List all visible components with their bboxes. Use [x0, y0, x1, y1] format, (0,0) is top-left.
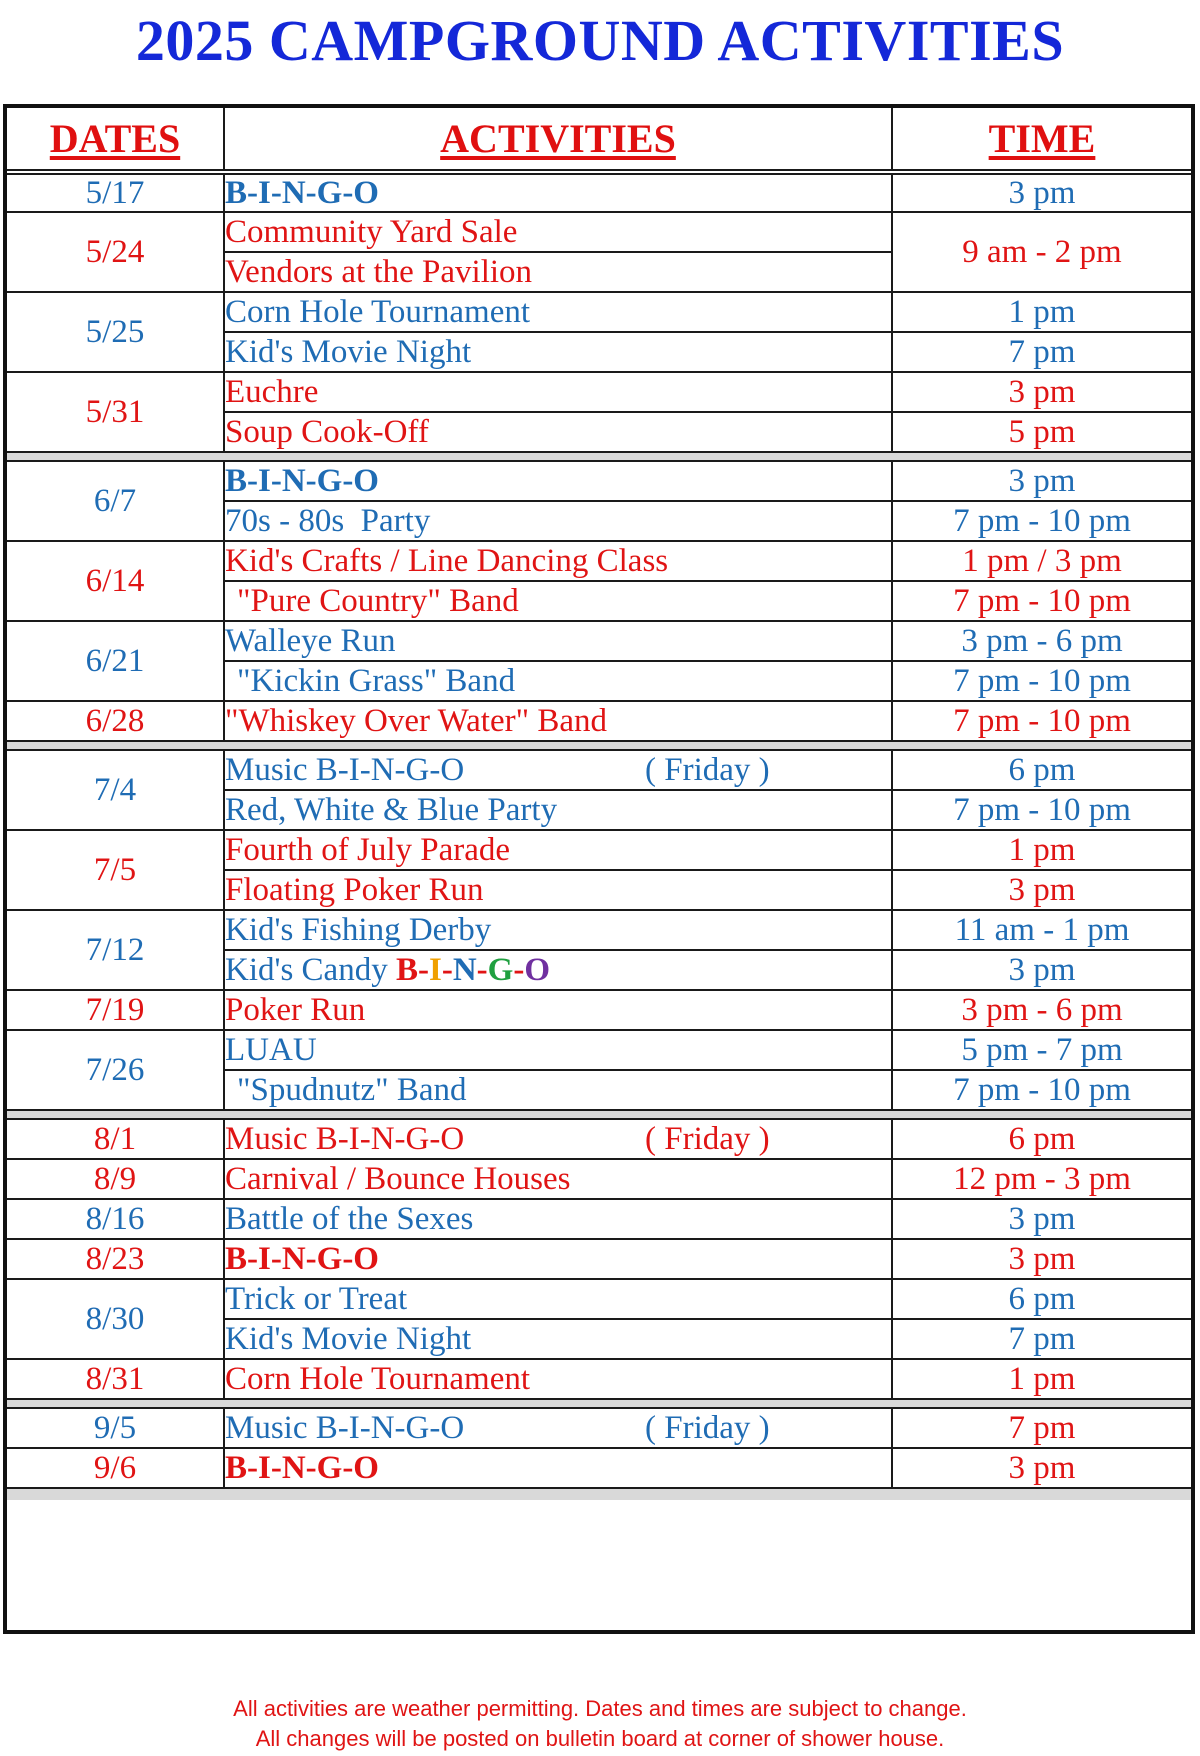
time-cell: 7 pm - 10 pm — [892, 1070, 1191, 1110]
bingo-letter: B — [395, 952, 418, 988]
time-cell: 3 pm — [892, 172, 1191, 212]
table-row — [7, 372, 1191, 412]
day-note: ( Friday ) — [645, 1410, 770, 1446]
time-cell: 3 pm — [892, 461, 1191, 501]
table-row — [7, 701, 1191, 741]
date-cell: 8/23 — [7, 1239, 224, 1279]
time-cell: 11 am - 1 pm — [892, 910, 1191, 950]
activity-cell: Poker Run — [224, 990, 892, 1030]
time-cell: 1 pm — [892, 1359, 1191, 1399]
bingo-letter: N — [452, 952, 477, 988]
table-row — [7, 910, 1191, 950]
time-cell: 1 pm — [892, 292, 1191, 332]
table-row — [7, 621, 1191, 661]
table-row — [7, 461, 1191, 501]
table-row — [7, 1119, 1191, 1159]
date-cell: 9/6 — [7, 1448, 224, 1488]
activity-cell: "Pure Country" Band — [224, 581, 892, 621]
activity-label: Music B-I-N-G-O — [225, 1410, 465, 1446]
activity-cell: B-I-N-G-O — [224, 172, 892, 212]
activity-cell: "Whiskey Over Water" Band — [224, 701, 892, 741]
month-divider — [7, 741, 1191, 750]
table-row — [7, 1408, 1191, 1448]
time-cell: 3 pm - 6 pm — [892, 990, 1191, 1030]
table-row — [7, 292, 1191, 332]
month-divider — [7, 1110, 1191, 1119]
time-cell: 3 pm — [892, 870, 1191, 910]
activity-cell: 70s - 80s Party — [224, 501, 892, 541]
activity-cell — [224, 750, 892, 790]
time-cell: 6 pm — [892, 1119, 1191, 1159]
date-cell: 7/12 — [7, 910, 224, 990]
time-cell: 1 pm / 3 pm — [892, 541, 1191, 581]
activity-cell: Kid's Movie Night — [224, 332, 892, 372]
table-row — [7, 750, 1191, 790]
date-cell: 6/7 — [7, 461, 224, 541]
activity-cell: Red, White & Blue Party — [224, 790, 892, 830]
footer-note-line2: All changes will be posted on bulletin board at corner of shower house. — [255, 1726, 945, 1751]
activity-cell: Soup Cook-Off — [224, 412, 892, 452]
activity-cell: Walleye Run — [224, 621, 892, 661]
time-cell: 3 pm — [892, 372, 1191, 412]
table-row — [7, 1030, 1191, 1070]
time-cell: 7 pm - 10 pm — [892, 701, 1191, 741]
date-cell: 6/21 — [7, 621, 224, 701]
activity-cell: Vendors at the Pavilion — [224, 252, 892, 292]
time-cell: 12 pm - 3 pm — [892, 1159, 1191, 1199]
activity-cell: Battle of the Sexes — [224, 1199, 892, 1239]
activity-cell: "Spudnutz" Band — [224, 1070, 892, 1110]
time-cell: 3 pm — [892, 950, 1191, 990]
dates-header: DATES — [7, 108, 224, 172]
activity-cell: Euchre — [224, 372, 892, 412]
time-header: TIME — [892, 108, 1191, 172]
activity-cell — [224, 1408, 892, 1448]
table-row — [7, 541, 1191, 581]
activity-cell: Kid's Movie Night — [224, 1319, 892, 1359]
date-cell: 7/19 — [7, 990, 224, 1030]
time-cell: 6 pm — [892, 750, 1191, 790]
date-cell: 5/24 — [7, 212, 224, 292]
activity-cell: Carnival / Bounce Houses — [224, 1159, 892, 1199]
activity-cell: LUAU — [224, 1030, 892, 1070]
schedule-table — [7, 108, 1191, 1500]
date-cell: 8/30 — [7, 1279, 224, 1359]
bingo-dash: - — [441, 952, 453, 988]
date-cell: 9/5 — [7, 1408, 224, 1448]
header-row — [7, 108, 1191, 172]
footer-note-line1: All activities are weather permitting. Dates and times are subject to change. — [233, 1696, 967, 1721]
activity-label: Music B-I-N-G-O — [225, 1121, 465, 1157]
time-cell: 7 pm - 10 pm — [892, 661, 1191, 701]
activity-cell: Kid's Fishing Derby — [224, 910, 892, 950]
activity-cell: Trick or Treat — [224, 1279, 892, 1319]
time-cell: 7 pm - 10 pm — [892, 790, 1191, 830]
bingo-dash: - — [417, 952, 429, 988]
table-row — [7, 1448, 1191, 1488]
time-cell: 5 pm — [892, 412, 1191, 452]
month-divider — [7, 1399, 1191, 1408]
activity-cell — [224, 950, 892, 990]
table-row — [7, 1279, 1191, 1319]
bingo-dash: - — [476, 952, 488, 988]
table-row — [7, 1359, 1191, 1399]
table-row — [7, 830, 1191, 870]
time-cell: 3 pm — [892, 1239, 1191, 1279]
page-title: 2025 CAMPGROUND ACTIVITIES — [135, 8, 1065, 73]
time-cell: 7 pm - 10 pm — [892, 581, 1191, 621]
table-row — [7, 1199, 1191, 1239]
time-cell: 1 pm — [892, 830, 1191, 870]
activity-cell: Corn Hole Tournament — [224, 292, 892, 332]
table-end-divider — [7, 1488, 1191, 1500]
time-cell: 3 pm - 6 pm — [892, 621, 1191, 661]
date-cell: 8/16 — [7, 1199, 224, 1239]
date-cell: 8/9 — [7, 1159, 224, 1199]
time-cell: 6 pm — [892, 1279, 1191, 1319]
time-cell: 7 pm — [892, 332, 1191, 372]
month-divider — [7, 452, 1191, 461]
table-row — [7, 1159, 1191, 1199]
activity-cell: B-I-N-G-O — [224, 461, 892, 501]
date-cell: 7/26 — [7, 1030, 224, 1110]
table-row — [7, 172, 1191, 212]
activity-label: Kid's Candy — [225, 952, 396, 988]
date-cell: 7/4 — [7, 750, 224, 830]
time-cell: 7 pm - 10 pm — [892, 501, 1191, 541]
table-row — [7, 212, 1191, 252]
activity-label: Music B-I-N-G-O — [225, 752, 465, 788]
activities-header: ACTIVITIES — [224, 108, 892, 172]
activity-cell: B-I-N-G-O — [224, 1448, 892, 1488]
activity-cell: Community Yard Sale — [224, 212, 892, 252]
time-cell: 5 pm - 7 pm — [892, 1030, 1191, 1070]
day-note: ( Friday ) — [645, 1121, 770, 1157]
date-cell: 5/17 — [7, 172, 224, 212]
activity-cell: Kid's Crafts / Line Dancing Class — [224, 541, 892, 581]
date-cell: 5/31 — [7, 372, 224, 452]
table-row — [7, 990, 1191, 1030]
date-cell: 6/28 — [7, 701, 224, 741]
date-cell: 7/5 — [7, 830, 224, 910]
activity-cell: B-I-N-G-O — [224, 1239, 892, 1279]
time-cell: 9 am - 2 pm — [892, 212, 1191, 292]
bingo-dash: - — [513, 952, 525, 988]
time-cell: 7 pm — [892, 1408, 1191, 1448]
date-cell: 8/31 — [7, 1359, 224, 1399]
day-note: ( Friday ) — [645, 752, 770, 788]
activity-cell — [224, 1119, 892, 1159]
table-row — [7, 1239, 1191, 1279]
time-cell: 3 pm — [892, 1448, 1191, 1488]
bingo-letter: G — [487, 952, 514, 988]
activity-cell: Fourth of July Parade — [224, 830, 892, 870]
activity-cell: "Kickin Grass" Band — [224, 661, 892, 701]
bingo-letter: O — [524, 952, 550, 988]
bingo-letter: I — [428, 952, 442, 988]
time-cell: 3 pm — [892, 1199, 1191, 1239]
date-cell: 5/25 — [7, 292, 224, 372]
date-cell: 6/14 — [7, 541, 224, 621]
activity-cell: Corn Hole Tournament — [224, 1359, 892, 1399]
time-cell: 7 pm — [892, 1319, 1191, 1359]
date-cell: 8/1 — [7, 1119, 224, 1159]
activity-cell: Floating Poker Run — [224, 870, 892, 910]
